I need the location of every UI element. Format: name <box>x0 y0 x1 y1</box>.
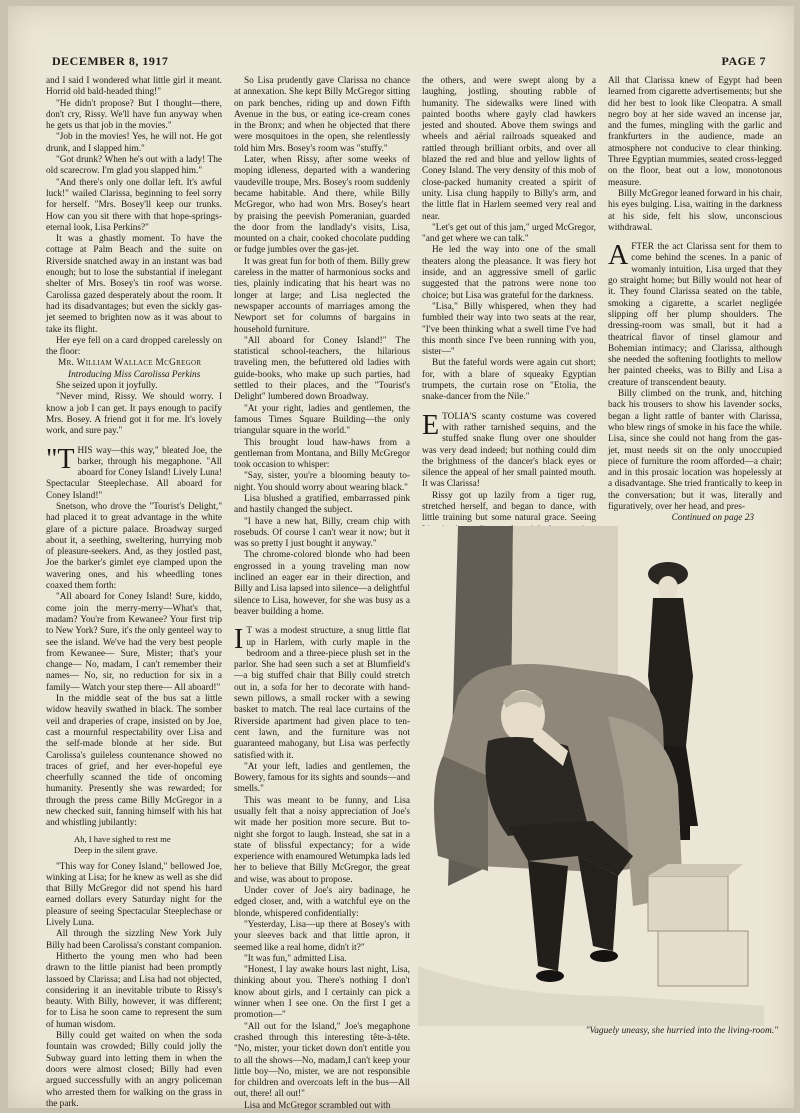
paragraph: "This way for Coney Island," bellowed Joe, winking at Lisa; for he knew as well as she did that Billy McGregor did not spend his hard earned dollars every Saturday night for the pleasure of seeing Spectacular Steeplechase or Lively Luna. <box>46 861 222 929</box>
paragraph: "Job in the movies! Yes, he will not. He got drunk, and I slapped him." <box>46 132 222 154</box>
paragraph: In the middle seat of the bus sat a little widow heavily swathed in black. The somber veil and draperies of crape, insisted on by Joe, cast a mournful respectability over Lisa and the self-made blonde at her side. But Carolissa's guileless countenance showed no traces of grief, and her ever-hopeful eye cheerfully scanned the tide of oncoming humanity. Presently she was rewarded; for through the press came Billy McGregor in a new checked suit, fanning himself with his hat and whistling jubilantly: <box>46 694 222 829</box>
paragraph: It was a ghastly moment. To have the cottage at Palm Beach and the suite on Riverside snatched away in an instant was bad enough; but to lose the substantial if inelegant shelter of Mrs. Bosey's tin roof was worse. Carolissa gazed desperately about the room. It had its disadvantages; but even the sickly gas-jet seemed to brighten now as it was about to take its flight. <box>46 234 222 335</box>
paragraph: It was great fun for both of them. Billy grew careless in the matter of harmonious socks and ties, plainly indicating that his heart was no longer at large; and Lisa neglected the newspaper accounts of marriages among the Newport set for columns of bargains in household furniture. <box>234 256 410 335</box>
column-2 <box>234 76 410 1112</box>
page-header <box>48 54 766 72</box>
paragraph-dropcap: I T was a modest structure, a snug little flat up in Harlem, with curly maple in the bedroom and a three-piece plush set in the parlor. She had seen such a set at Blumfield's—a big stuffed chair that Billy could stretch out in, a sofa for her to decorate with hand-sewn pillows, a small rocker with a sewing basket to match. The real lace curtains of the Riverside apartment had given place to ten-cent lawn, and the furniture was not guaranteed mahogany, but Lisa was perfectly satisfied with it. <box>234 624 410 761</box>
paragraph: "He didn't propose? But I thought—there, don't cry, Rissy. We'll have fun anyway when he gets us that job in the movies." <box>46 98 222 132</box>
drop-cap: A <box>608 240 629 272</box>
paragraph-dropcap: ETOLIA'S scanty costume was covered with rather tarnished sequins, and the stuffed snake flung over one shoulder was very dead indeed; but nothing could dim the brightness of the dancer's black eyes or silence the appeal of her small painted mouth. It was Clarissa! <box>422 409 596 490</box>
paragraph-dropcap: "THIS way—this way," bleated Joe, the barker, through his megaphone. "All aboard for Coney Island! Lively Luna! Spectacular Steeplechase. All aboard for Coney Island!" <box>46 443 222 501</box>
paragraph: This brought loud haw-haws from a gentleman from Montana, and Billy McGregor took occasion to whisper: <box>234 437 410 471</box>
paragraph: Billy McGregor leaned forward in his chair, his eyes bulging. Lisa, waiting in the darkness at his side, felt his slow, unconscious withdrawal. <box>608 188 782 233</box>
paragraph: This was meant to be funny, and Lisa usually felt that a noisy appreciation of Joe's wit made her position more secure. But to-night she forgot to laugh. Instead, she sat in a state of blissful expectancy; for a wide experience with enamoured Wetumpka lads led her to believe that Billy McGregor, the great and wise, was about to propose. <box>234 795 410 885</box>
paragraph: Snetson, who drove the "Tourist's Delight," had placed it to great advantage in the white glare of a picture palace. Broadway surged about it, a seething, sweltering, hurrying mob of pleasure-seekers. And, as they jostled past, Joe the barker's gimlet eye clamped upon the wavering ones, and his wheedling tones coaxed them forth: <box>46 501 222 592</box>
paragraph: "Yesterday, Lisa—up there at Bosey's with your sleeves back and that little apron, it seemed like a real home, didn't it?" <box>234 919 410 953</box>
paragraph: and I said I wondered what little girl it meant. Horrid old bald-headed thing!" <box>46 76 222 98</box>
paragraph: "Let's get out of this jam," urged McGregor, "and get where we can talk." <box>422 222 596 245</box>
paragraph: The chrome-colored blonde who had been engrossed in a young traveling man now inclined an eager ear in their direction, and Billy and Lisa lapsed into silence—a delightful silence to Lisa, however, for she was busy as a beaver building a home. <box>234 550 410 617</box>
paragraph: Her eye fell on a card dropped carelessly on the floor: <box>46 335 222 358</box>
card-name: Mr. William Wallace McGregor <box>58 358 202 369</box>
paragraph: "At your left, ladies and gentlemen, the Bowery, famous for its sights and sounds—and smells." <box>234 761 410 795</box>
paragraph: "Say, sister, you're a blooming beauty to-night. You should worry about wearing black." <box>234 471 410 493</box>
paragraph: Under cover of Joe's airy badinage, he edged closer, and, with a watchful eye on the blonde, whispered confidentially: <box>234 886 410 919</box>
paragraph: All through the sizzling New York July Billy had been Carolissa's constant companion. <box>46 929 222 951</box>
drop-cap: I <box>234 624 244 656</box>
paragraph: So Lisa prudently gave Clarissa no chance at annexation. She kept Billy McGregor sitting on park benches, riding up and down Fifth Avenue in the bus, or eating ice-cream cones in the Bronx; and when he objected that there were mosquitoes in the open, she relentlessly told him Mrs. Bosey's room was "stuffy." <box>234 76 410 154</box>
card-intro-line: Introducing Miss Carolissa Perkins <box>68 369 201 380</box>
paragraph: "Lisa," Billy whispered, when they had fumbled their way into two seats at the rear, "I've been thinking what a swell time I've had this month since I've been running with you, sister—" <box>422 301 596 358</box>
illustration <box>418 526 764 1026</box>
issue-date: DECEMBER 8, 1917 <box>52 54 169 68</box>
continued-note: Continued on page 23 <box>671 513 754 524</box>
paragraph: All that Clarissa knew of Egypt had been learned from cigarette advertisements; but she did her best to look like Cleopatra. A small negro boy at her side waved an incense jar, and the fumes, mingling with the garlic and frankfurters in the audience, made an atmosphere not conducive to clear thinking. Three Egyptian mummies, seated cross-legged on the floor, beat out a low, monotonous measure. <box>608 76 782 188</box>
column-4 <box>608 76 782 525</box>
paragraph: "At your right, ladies and gentlemen, the famous Times Square Building—the only triangular square in the world." <box>234 403 410 437</box>
paragraph: the others, and were swept along by a laughing, jostling, shouting rabble of humanity. The sidewalks were lined with painted booths where gayly clad hawkers jested and shouted. Above them swings and wheels and aërial railroads squeaked and rattled through brilliant orbits, and over all blazed the red and blue and yellow lights of Coney Island. The very density of this mob of close-packed humanity created a spirit of unity. Lisa clung happily to Billy's arm, and the little flat in Harlem seemed very real and near. <box>422 76 596 222</box>
page-number: PAGE 7 <box>721 54 766 68</box>
paragraph: "All out for the Island," Joe's megaphone crashed through this interesting tête-à-tête. "No, mister, your ticket down don't entitle you to all the shows—No, madam,I can't keep your little boy—No, mister, we are not responsible for children and overcoats left in the bus—All out, there! all out!" <box>234 1021 410 1100</box>
magazine-page <box>8 6 794 1111</box>
drop-cap: "T <box>46 443 75 475</box>
song-verse: Ah, I have sighed to rest me Deep in the silent grave. <box>74 833 171 855</box>
paragraph: Rissy got up lazily from a tiger rug, stretched herself, and began to dance, with little training but some natural grace. Seeing <box>422 490 596 524</box>
column-1 <box>46 76 222 1110</box>
paragraph: "And there's only one dollar left. It's awful luck!" wailed Clarissa, beginning to feel sorry for herself. "Mrs. Bosey'll keep our trunks. How can you sit there with that hope-springs-eternal look, Lisa Perkins?" <box>46 177 222 233</box>
paragraph: But the fateful words were again cut short; for, with a blare of squeaky Egyptian trumpets, the curtain rose on "Etolia, the snake-dancer from the Nile." <box>422 358 596 403</box>
paragraph: Lisa and McGregor scrambled out with <box>244 1100 391 1111</box>
paragraph: She seized upon it joyfully. <box>56 381 158 392</box>
calling-card <box>46 358 222 381</box>
paragraph: Billy could get waited on when the soda fountain was crowded; Billy could jolly the Subway guard into letting them in when the doors were almost closed; Billy had even argued successfully with an angry policeman who arrested them for walking on the grass in the park. <box>46 1031 222 1109</box>
paragraph: Later, when Rissy, after some weeks of moping idleness, departed with a wandering vaudeville troupe, Mrs. Bosey's room suddenly became habitable. And there, while Billy McGregor, who had won Mrs. Bosey's heart by praising the peevish Pomeranian, guarded the door from the landlady's visits, Lisa, mounted on a chair, cooked chocolate pudding or fudge jumbles over the gas-jet. <box>234 155 410 256</box>
paragraph: "All aboard for Coney Island! Sure, kiddo, come join the merry-merry—What's that, madam? You're from Kewanee? Your first trip to New York? Sure, it's the only genteel way to see the island. We've had the very best people from Kewanee— Sure, Mister; that's your change— No, madam, I can't remember their names— No, sir, no reduction for six in a family— Watch your step there— All aboard!" <box>46 592 222 693</box>
illustration-caption: "Vaguely uneasy, she hurried into the living-room." <box>585 1026 778 1036</box>
paragraph: Billy climbed on the trunk, and, hitching back his trousers to show his lavender socks, began a light rattle of banter with Clarissa, who blew rings of smoke in his face the while. Lisa, since she could not hang from the gas-jet, must needs sit on the only unoccupied piece of furniture the room afforded—a chair; and in this prosaic location was hopelessly at a disadvantage. She tried frantically to keep in the conversation; but it was, literally and figuratively, over her head, and pres- <box>608 389 782 512</box>
paragraph: "It was fun," admitted Lisa. <box>244 953 347 964</box>
drop-cap: E <box>422 409 440 441</box>
paragraph: He led the way into one of the small theaters along the pleasance. It was fiery hot inside, and an aggressive smell of garlic suggested that the patrons were none too choice; but Lisa was grateful for the darkness. <box>422 245 596 301</box>
paragraph: Hitherto the young men who had been drawn to the little pianist had been promptly lassoed by Clarissa; and Lisa had not objected, considering it an inevitable tribute to Rissy's beauty. With Billy, however, it was different; for to Lisa he soon came to represent the sum of human wisdom. <box>46 951 222 1030</box>
paragraph: Lisa blushed a gratified, embarrassed pink and hastily changed the subject. <box>234 493 410 516</box>
paragraph: "All aboard for Coney Island!" The statistical school-teachers, the hilarious traveling men, the befuttered old ladies with guide-books, who make up such parties, had settled to their places, and the "Tourist's Delight" lumbered down Broadway. <box>234 335 410 403</box>
paragraph: "I have a new hat, Billy, cream chip with rosebuds. Of course I can't wear it now; but it was so pretty I just bought it anyway." <box>234 516 410 550</box>
paragraph: "Never mind, Rissy. We should worry. I know a job I can get. It pays enough to pacify Mrs. Bosey. A friend got it for me. It's lovely work, and sure pay." <box>46 392 222 437</box>
paragraph: "Honest, I lay awake hours last night, Lisa, thinking about you. There's nothing I don't know about girls, and I certainly can pick a winner when I see one. On the first I get a promotion—" <box>234 965 410 1021</box>
paragraph: "Got drunk? When he's out with a lady! The old scarecrow. I'm glad you slapped him." <box>46 155 222 177</box>
paragraph-dropcap: AFTER the act Clarissa sent for them to come behind the scenes. In a panic of womanly intuition, Lisa urged that they go straight home; but Billy would not hear of it. They found Clarissa seated on the table, smoking a cigarette, a scarlet negligée slipping off her plump shoulders. The dressing-room was small, but it had a theatrical flavor of tinsel glamour and Bohemian intimacy; and Clarissa, although she needed the softening footlights to mellow her painted cheeks, was to Billy and Lisa a creature of transcendent beauty. <box>608 240 782 388</box>
